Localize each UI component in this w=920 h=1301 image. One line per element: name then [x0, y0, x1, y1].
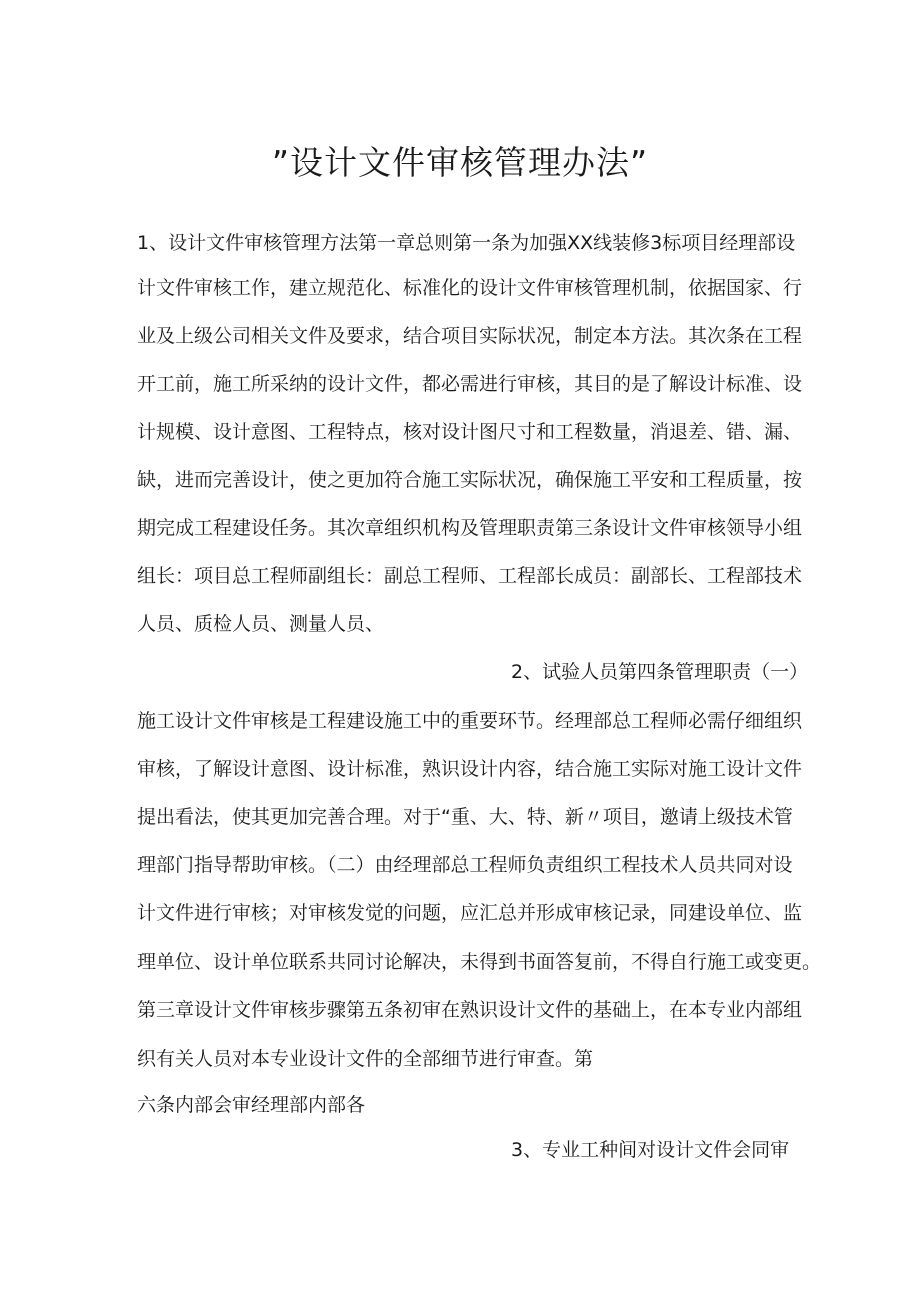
text-line: 组长：项目总工程师副组长：副总工程师、工程部长成员：副部长、工程部技术	[137, 565, 803, 587]
text-line: 业及上级公司相关文件及要求，结合项目实际状况，制定本方法。其次条在工程	[137, 325, 803, 347]
section-heading-3: 3、专业工种间对设计文件会同审	[511, 1139, 790, 1161]
text-line: 计规模、设计意图、工程特点，核对设计图尺寸和工程数量，消退差、错、漏、	[137, 421, 803, 443]
text-line: 审核，了解设计意图、设计标准，熟识设计内容，结合施工实际对施工设计文件	[137, 758, 803, 780]
text-line: 计文件审核工作，建立规范化、标准化的设计文件审核管理机制，依据国家、行	[137, 277, 803, 299]
text-line: 期完成工程建设任务。其次章组织机构及管理职责第三条设计文件审核领导小组	[137, 517, 803, 539]
document-title: ”设计文件审核管理办法”	[271, 143, 649, 182]
text-line: 开工前，施工所采纳的设计文件，都必需进行审核，其目的是了解设计标准、设	[137, 373, 803, 395]
text-line: 六条内部会审经理部内部各	[137, 1094, 366, 1116]
text-line: 计文件进行审核；对审核发觉的问题，应汇总并形成审核记录，同建设单位、监	[137, 902, 803, 924]
section-heading-2: 2、试验人员第四条管理职责（一）	[511, 661, 809, 683]
text-line: 1、设计文件审核管理方法第一章总则第一条为加强XX线装修3标项目经理部设	[137, 232, 796, 254]
text-line: 提出看法，使其更加完善合理。对于“重、大、特、新〃项目，邀请上级技术管	[137, 806, 793, 828]
text-line: 理单位、设计单位联系共同讨论解决，未得到书面答复前，不得自行施工或变更。	[137, 951, 822, 973]
text-line: 人员、质检人员、测量人员、	[137, 613, 385, 635]
text-line: 理部门指导帮助审核。（二）由经理部总工程师负责组织工程技术人员共同对设	[137, 854, 793, 876]
text-line: 施工设计文件审核是工程建设施工中的重要环节。经理部总工程师必需仔细组织	[137, 710, 803, 732]
text-line: 第三章设计文件审核步骤第五条初审在熟识设计文件的基础上，在本专业内部组	[137, 999, 803, 1021]
text-line: 缺，进而完善设计，使之更加符合施工实际状况，确保施工平安和工程质量，按	[137, 469, 803, 491]
text-line: 织有关人员对本专业设计文件的全部细节进行审查。第	[137, 1048, 594, 1070]
